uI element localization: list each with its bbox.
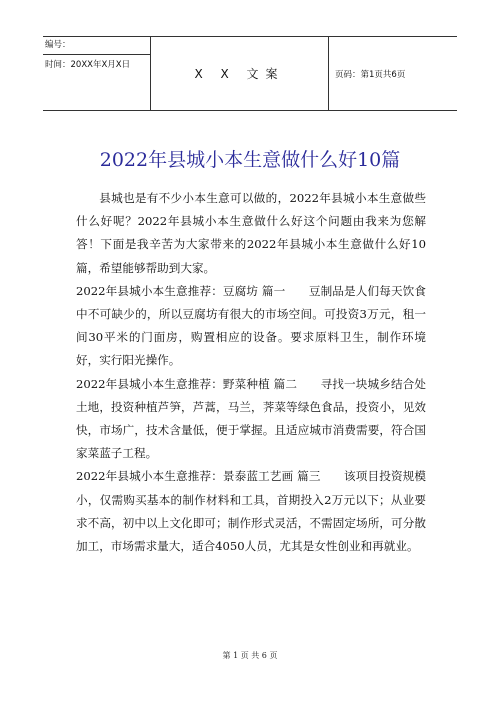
- header-middle-cell: [151, 37, 329, 110]
- header-right-cell: [329, 37, 457, 110]
- doc-type-title: X X 文案: [194, 67, 285, 81]
- section-paragraph-2: 2022年县城小本生意推荐：野菜种植 篇二 寻找一块城乡结合处土地，投资种植芦笋，芦蒿，马兰，荠菜等绿色食品，投资小，见效快，市场广，技术含量低，便于掌握。且适应城市消费需要，符合国家菜蓝子工程。: [76, 376, 426, 461]
- intro-paragraph: 县城也是有不少小本生意可以做的，2022年县城小本生意做些什么好呢？2022年县城小本生意做什么好这个问题由我来为您解答！下面是我辛苦为大家带来的2022年县城小本生意做什么好10篇，希望能够帮助到大家。: [76, 191, 426, 275]
- document-body: [76, 187, 426, 558]
- header-left-cell: [43, 37, 151, 110]
- header-table: [43, 36, 457, 111]
- section-paragraph-1: 2022年县城小本生意推荐：豆腐坊 篇一 豆制品是人们每天饮食中不可缺少的，所以豆腐坊有很大的市场空间。可投资3万元，租一间30平米的门面房，购置相应的设备。要求原料卫生，制作环境好，实行阳光操作。: [76, 283, 426, 368]
- serial-label: 编号：: [45, 40, 71, 50]
- header-divider: [43, 54, 150, 55]
- page-number-label: 页码：第1页共6页: [335, 69, 406, 80]
- section-paragraph-3: 2022年县城小本生意推荐：景泰蓝工艺画 篇三 该项目投资规模小，仅需购买基本的制作材料和工具，首期投入2万元以下；从业要求不高，初中以上文化即可；制作形式灵活，不需固定场所，可分散加工，市场需求量大，适合4050人员，尤其是女性创业和再就业。: [76, 469, 426, 554]
- document-title: 2022年县城小本生意做什么好10篇: [99, 149, 401, 171]
- page-footer: 第 1 页 共 6 页: [222, 651, 278, 660]
- time-label: 时间：20XX年X月X日: [45, 60, 131, 70]
